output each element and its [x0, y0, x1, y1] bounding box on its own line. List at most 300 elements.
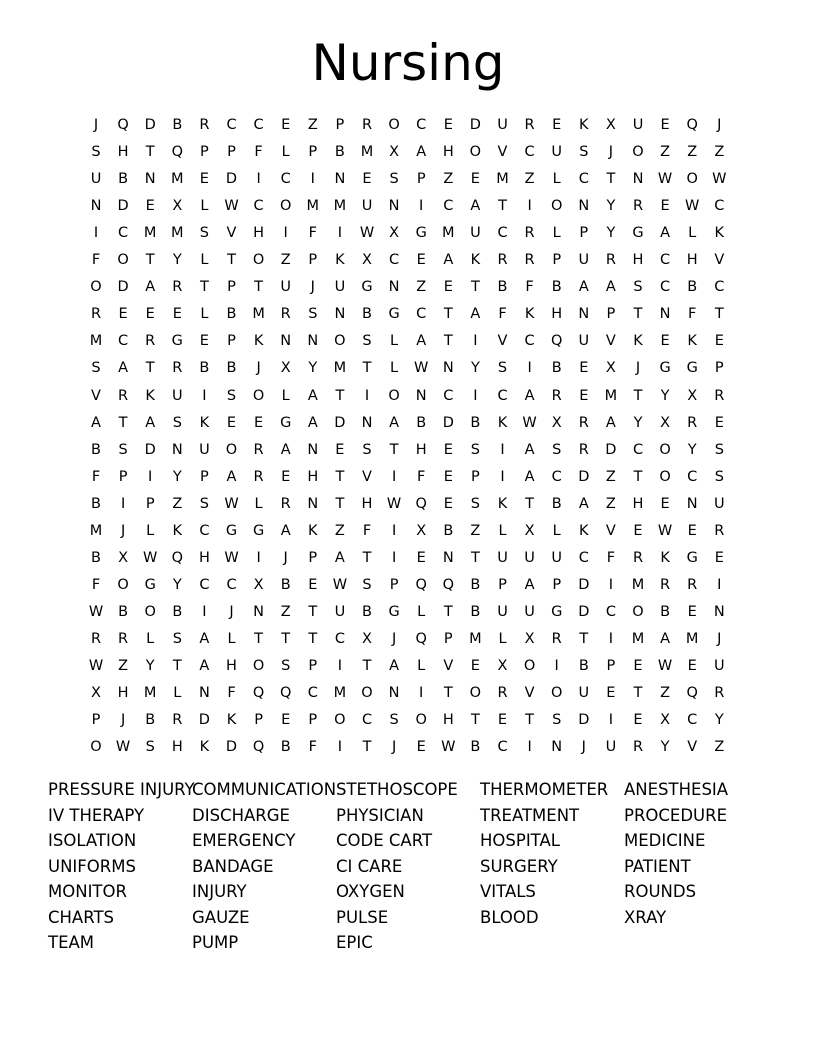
- grid-letter: R: [172, 712, 183, 729]
- grid-letter: T: [714, 306, 724, 323]
- grid-letter: B: [91, 549, 101, 566]
- grid-letter: T: [172, 658, 182, 674]
- grid-letter: L: [552, 171, 561, 188]
- grid-letter: V: [443, 658, 454, 674]
- grid-letter: Y: [687, 441, 697, 458]
- grid-letter: Y: [633, 414, 643, 431]
- grid-letter: R: [524, 117, 535, 133]
- grid-letter: M: [631, 630, 645, 647]
- word-list-item: VITALS: [480, 882, 536, 901]
- grid-letter: U: [632, 117, 644, 133]
- grid-letter: Q: [686, 685, 698, 702]
- grid-letter: S: [633, 279, 643, 296]
- grid-letter: U: [497, 549, 508, 566]
- grid-letter: I: [256, 171, 261, 188]
- grid-letter: Z: [172, 495, 183, 512]
- word-list-item: DISCHARGE: [192, 805, 290, 825]
- grid-letter: P: [308, 712, 318, 729]
- grid-letter: L: [390, 333, 399, 350]
- grid-letter: A: [389, 414, 400, 431]
- grid-letter: B: [470, 603, 481, 620]
- grid-letter: T: [498, 198, 507, 215]
- grid-letter: Y: [172, 252, 182, 269]
- grid-letter: S: [389, 171, 399, 188]
- grid-letter: C: [660, 279, 671, 296]
- grid-letter: A: [416, 333, 427, 350]
- word-list-item: TEAM: [48, 933, 95, 952]
- grid-letter: B: [687, 279, 698, 296]
- grid-letter: B: [199, 360, 210, 377]
- grid-letter: B: [362, 603, 372, 620]
- grid-letter: E: [633, 712, 643, 729]
- grid-letter: O: [388, 117, 400, 133]
- grid-letter: U: [361, 198, 373, 215]
- grid-letter: Z: [605, 468, 616, 485]
- word-list-item: BANDAGE: [192, 856, 274, 876]
- grid-letter: P: [308, 658, 318, 674]
- grid-letter: W: [224, 495, 239, 512]
- grid-letter: B: [362, 306, 372, 323]
- grid-letter: U: [334, 279, 346, 296]
- grid-letter: E: [199, 333, 209, 350]
- grid-letter: N: [632, 171, 644, 188]
- grid-letter: I: [527, 198, 532, 215]
- grid-letter: B: [91, 495, 101, 512]
- grid-letter: N: [171, 441, 183, 458]
- word-list-item: MONITOR: [48, 882, 127, 901]
- grid-letter: O: [334, 333, 346, 350]
- grid-letter: O: [632, 144, 644, 161]
- grid-letter: A: [307, 414, 318, 431]
- grid-letter: K: [687, 333, 697, 350]
- grid-letter: H: [253, 225, 265, 242]
- grid-letter: L: [281, 387, 290, 404]
- grid-letter: Q: [550, 333, 563, 350]
- grid-letter: B: [280, 739, 291, 756]
- grid-letter: T: [362, 739, 372, 756]
- grid-letter: A: [199, 630, 210, 647]
- grid-letter: R: [280, 306, 291, 323]
- grid-letter: N: [388, 685, 400, 702]
- word-list-item: EPIC: [336, 933, 373, 952]
- grid-letter: I: [337, 658, 343, 674]
- grid-letter: J: [310, 279, 315, 296]
- grid-letter: R: [605, 252, 616, 269]
- grid-letter: E: [660, 198, 670, 215]
- grid-letter: T: [633, 468, 643, 485]
- grid-letter: U: [578, 685, 590, 702]
- grid-letter: E: [145, 198, 155, 215]
- grid-letter: Y: [606, 198, 616, 215]
- word-list-item: XRAY: [624, 907, 667, 927]
- grid-letter: L: [498, 522, 507, 539]
- grid-letter: E: [687, 658, 697, 674]
- grid-letter: P: [552, 576, 562, 593]
- grid-letter: N: [578, 198, 590, 215]
- grid-letter: C: [687, 468, 698, 485]
- grid-letter: L: [146, 630, 155, 647]
- grid-letter: J: [93, 117, 99, 133]
- grid-letter: I: [310, 171, 315, 188]
- grid-letter: O: [632, 603, 644, 620]
- grid-letter: K: [199, 414, 210, 431]
- grid-letter: C: [497, 225, 508, 242]
- word-list-item: STETHOSCOPE: [336, 780, 458, 799]
- grid-letter: X: [280, 360, 291, 377]
- grid-letter: E: [660, 495, 670, 512]
- grid-letter: C: [524, 333, 535, 350]
- grid-letter: X: [660, 712, 671, 729]
- grid-letter: W: [685, 198, 700, 215]
- grid-letter: I: [500, 468, 505, 485]
- grid-letter: E: [172, 306, 182, 323]
- grid-letter: E: [281, 468, 291, 485]
- grid-letter: X: [687, 387, 698, 404]
- grid-letter: N: [253, 603, 265, 620]
- grid-letter: R: [145, 333, 156, 350]
- grid-letter: V: [362, 468, 372, 485]
- grid-letter: O: [117, 252, 129, 269]
- grid-letter: O: [252, 387, 265, 404]
- grid-letter: Q: [171, 549, 183, 566]
- grid-letter: Y: [714, 712, 724, 729]
- grid-letter: L: [146, 522, 155, 539]
- grid-letter: Q: [279, 685, 292, 702]
- grid-letter: Z: [660, 144, 671, 161]
- grid-letter: O: [117, 576, 129, 593]
- grid-letter: Q: [415, 630, 427, 647]
- grid-letter: S: [497, 360, 508, 377]
- grid-letter: B: [280, 576, 291, 593]
- grid-letter: N: [334, 306, 346, 323]
- grid-letter: L: [227, 630, 236, 647]
- grid-letter: C: [253, 198, 264, 215]
- grid-letter: O: [252, 252, 265, 269]
- grid-letter: G: [686, 360, 698, 377]
- grid-letter: L: [688, 225, 697, 242]
- grid-letter: G: [632, 225, 644, 242]
- grid-letter: K: [199, 739, 210, 756]
- grid-letter: H: [226, 658, 237, 674]
- grid-letter: F: [91, 252, 101, 269]
- grid-letter: F: [606, 549, 616, 566]
- grid-letter: W: [712, 171, 727, 188]
- grid-letter: K: [335, 252, 345, 269]
- grid-letter: N: [307, 333, 319, 350]
- grid-letter: A: [443, 252, 454, 269]
- grid-letter: N: [442, 360, 454, 377]
- grid-letter: Q: [415, 495, 427, 512]
- grid-letter: S: [579, 144, 589, 161]
- grid-letter: U: [578, 333, 590, 350]
- grid-letter: I: [527, 360, 532, 377]
- grid-letter: A: [660, 225, 671, 242]
- grid-letter: Z: [714, 144, 725, 161]
- grid-letter: O: [469, 144, 482, 161]
- grid-letter: P: [200, 468, 209, 485]
- grid-letter: O: [252, 658, 265, 674]
- grid-letter: H: [117, 144, 129, 161]
- grid-letter: F: [227, 685, 236, 702]
- grid-letter: J: [608, 144, 614, 161]
- grid-letter: I: [93, 225, 99, 242]
- grid-letter: T: [443, 333, 453, 350]
- grid-letter: W: [414, 360, 429, 377]
- grid-letter: P: [308, 144, 318, 161]
- grid-letter: Y: [606, 225, 616, 242]
- grid-letter: R: [172, 360, 183, 377]
- grid-letter: H: [117, 685, 129, 702]
- word-list-item: PHYSICIAN: [336, 805, 424, 825]
- grid-letter: O: [550, 685, 563, 702]
- grid-letter: P: [579, 225, 589, 242]
- grid-letter: E: [443, 468, 453, 485]
- grid-letter: E: [470, 171, 480, 188]
- grid-letter: E: [281, 712, 291, 729]
- grid-letter: S: [118, 441, 128, 458]
- grid-letter: I: [527, 739, 532, 756]
- grid-letter: U: [524, 549, 535, 566]
- grid-letter: E: [226, 414, 237, 431]
- grid-letter: S: [226, 387, 237, 404]
- word-list-item: PUMP: [192, 933, 239, 952]
- grid-letter: H: [551, 306, 563, 323]
- grid-letter: T: [145, 144, 155, 161]
- grid-letter: I: [391, 522, 397, 539]
- grid-letter: B: [226, 360, 237, 377]
- grid-letter: X: [551, 414, 562, 431]
- grid-letter: L: [417, 658, 426, 674]
- grid-letter: M: [333, 198, 347, 215]
- grid-letter: N: [686, 495, 698, 512]
- grid-letter: A: [307, 387, 318, 404]
- grid-letter: P: [552, 252, 562, 269]
- grid-letter: Z: [280, 603, 291, 620]
- grid-letter: G: [659, 360, 671, 377]
- grid-letter: D: [144, 441, 156, 458]
- grid-letter: E: [443, 117, 453, 133]
- grid-letter: B: [334, 144, 345, 161]
- grid-letter: T: [335, 387, 345, 404]
- grid-letter: H: [442, 712, 454, 729]
- grid-letter: T: [362, 658, 372, 674]
- grid-letter: Z: [605, 495, 616, 512]
- grid-letter: W: [657, 171, 673, 188]
- grid-letter: A: [524, 576, 535, 593]
- grid-letter: C: [497, 739, 508, 756]
- grid-letter: K: [145, 387, 155, 404]
- grid-letter: E: [443, 441, 453, 458]
- grid-letter: D: [469, 117, 481, 133]
- grid-letter: D: [117, 279, 129, 296]
- grid-letter: I: [554, 658, 559, 674]
- grid-letter: R: [253, 468, 264, 485]
- grid-letter: N: [659, 306, 671, 323]
- grid-letter: R: [714, 522, 725, 539]
- grid-letter: B: [118, 603, 129, 620]
- grid-letter: B: [470, 739, 481, 756]
- grid-letter: E: [362, 171, 372, 188]
- grid-letter: M: [143, 685, 157, 702]
- grid-letter: E: [633, 522, 643, 539]
- grid-letter: D: [198, 712, 210, 729]
- grid-letter: B: [551, 360, 562, 377]
- grid-letter: U: [605, 739, 617, 756]
- grid-letter: N: [388, 198, 400, 215]
- grid-letter: I: [337, 225, 343, 242]
- grid-letter: C: [361, 712, 373, 729]
- grid-letter: W: [332, 576, 348, 593]
- grid-letter: P: [416, 171, 426, 188]
- word-list-item: COMMUNICATION: [192, 780, 337, 799]
- grid-letter: Q: [252, 739, 265, 756]
- grid-letter: D: [334, 414, 346, 431]
- grid-letter: W: [386, 495, 402, 512]
- grid-letter: A: [226, 468, 237, 485]
- grid-letter: T: [633, 306, 643, 323]
- word-list-item: PATIENT: [624, 856, 691, 876]
- grid-letter: O: [144, 603, 156, 620]
- grid-letter: S: [281, 658, 291, 674]
- grid-letter: T: [633, 387, 643, 404]
- grid-letter: F: [417, 468, 426, 485]
- grid-letter: N: [334, 171, 346, 188]
- grid-letter: J: [717, 630, 722, 647]
- grid-letter: Z: [470, 522, 481, 539]
- word-list-item: CODE CART: [336, 831, 433, 850]
- grid-letter: K: [226, 712, 237, 729]
- grid-letter: A: [145, 279, 156, 296]
- grid-letter: H: [632, 252, 644, 269]
- grid-letter: T: [470, 712, 480, 729]
- grid-letter: D: [578, 576, 590, 593]
- grid-letter: U: [551, 549, 562, 566]
- grid-letter: P: [145, 495, 155, 512]
- grid-letter: I: [608, 712, 614, 729]
- grid-letter: C: [714, 279, 725, 296]
- grid-letter: S: [199, 495, 209, 512]
- grid-letter: C: [660, 252, 671, 269]
- grid-letter: O: [90, 739, 102, 756]
- grid-letter: A: [578, 279, 589, 296]
- grid-letter: B: [226, 306, 237, 323]
- grid-letter: S: [362, 441, 372, 458]
- grid-letter: S: [389, 712, 399, 729]
- grid-letter: E: [281, 117, 291, 133]
- word-list-item: EMERGENCY: [192, 831, 296, 850]
- grid-letter: G: [252, 522, 265, 539]
- grid-letter: M: [631, 576, 645, 593]
- grid-letter: I: [608, 576, 614, 593]
- grid-letter: P: [443, 630, 453, 647]
- grid-letter: K: [579, 522, 589, 539]
- grid-letter: Y: [172, 468, 182, 485]
- grid-letter: C: [199, 576, 210, 593]
- grid-letter: C: [416, 306, 427, 323]
- grid-letter: C: [118, 225, 129, 242]
- grid-letter: H: [686, 252, 698, 269]
- grid-letter: S: [470, 441, 480, 458]
- grid-letter: G: [280, 414, 292, 431]
- grid-letter: O: [90, 279, 102, 296]
- grid-letter: N: [361, 414, 373, 431]
- grid-letter: W: [441, 739, 456, 756]
- grid-letter: R: [551, 630, 562, 647]
- word-list-item: PRESSURE INJURY: [48, 780, 195, 799]
- grid-letter: A: [145, 414, 156, 431]
- grid-letter: O: [279, 198, 292, 215]
- grid-letter: W: [115, 739, 131, 756]
- grid-letter: E: [199, 171, 209, 188]
- grid-letter: U: [551, 144, 562, 161]
- grid-letter: H: [415, 441, 427, 458]
- grid-letter: K: [660, 549, 670, 566]
- grid-letter: U: [524, 603, 535, 620]
- grid-letter: I: [419, 685, 424, 702]
- grid-letter: D: [578, 468, 590, 485]
- grid-letter: C: [578, 549, 589, 566]
- grid-letter: U: [171, 387, 183, 404]
- grid-letter: H: [632, 495, 644, 512]
- grid-letter: R: [714, 685, 725, 702]
- grid-letter: T: [281, 630, 291, 647]
- grid-letter: T: [199, 279, 209, 296]
- grid-letter: F: [362, 522, 372, 539]
- grid-letter: A: [524, 387, 535, 404]
- grid-letter: P: [308, 549, 318, 566]
- grid-letter: R: [172, 279, 183, 296]
- grid-letter: L: [200, 306, 209, 323]
- grid-letter: O: [225, 441, 238, 458]
- grid-letter: W: [657, 522, 673, 539]
- grid-letter: I: [148, 468, 153, 485]
- grid-letter: L: [200, 252, 209, 269]
- grid-letter: E: [497, 712, 508, 729]
- grid-letter: R: [687, 414, 698, 431]
- grid-letter: X: [524, 522, 535, 539]
- grid-letter: M: [360, 144, 374, 161]
- grid-letter: G: [388, 603, 400, 620]
- grid-letter: C: [443, 387, 454, 404]
- grid-letter: X: [660, 414, 671, 431]
- grid-letter: K: [524, 306, 535, 323]
- grid-letter: A: [470, 198, 481, 215]
- grid-letter: B: [470, 576, 481, 593]
- grid-letter: T: [308, 630, 318, 647]
- grid-letter: N: [551, 739, 563, 756]
- grid-letter: E: [145, 306, 155, 323]
- grid-letter: Q: [252, 685, 265, 702]
- grid-letter: D: [578, 603, 590, 620]
- grid-letter: B: [91, 441, 101, 458]
- word-list-item: THERMOMETER: [480, 780, 609, 799]
- grid-letter: X: [91, 685, 101, 702]
- grid-letter: C: [632, 441, 644, 458]
- grid-letter: E: [552, 117, 562, 133]
- word-list-item: ISOLATION: [48, 831, 137, 850]
- grid-letter: I: [473, 387, 478, 404]
- grid-letter: W: [88, 603, 104, 620]
- grid-letter: Z: [416, 279, 427, 296]
- grid-letter: M: [604, 387, 618, 404]
- grid-letter: Z: [687, 144, 698, 161]
- word-list-item: ROUNDS: [624, 882, 697, 901]
- grid-letter: A: [416, 144, 427, 161]
- grid-letter: O: [659, 441, 671, 458]
- grid-letter: K: [497, 495, 508, 512]
- grid-letter: W: [88, 658, 104, 674]
- grid-letter: R: [524, 252, 535, 269]
